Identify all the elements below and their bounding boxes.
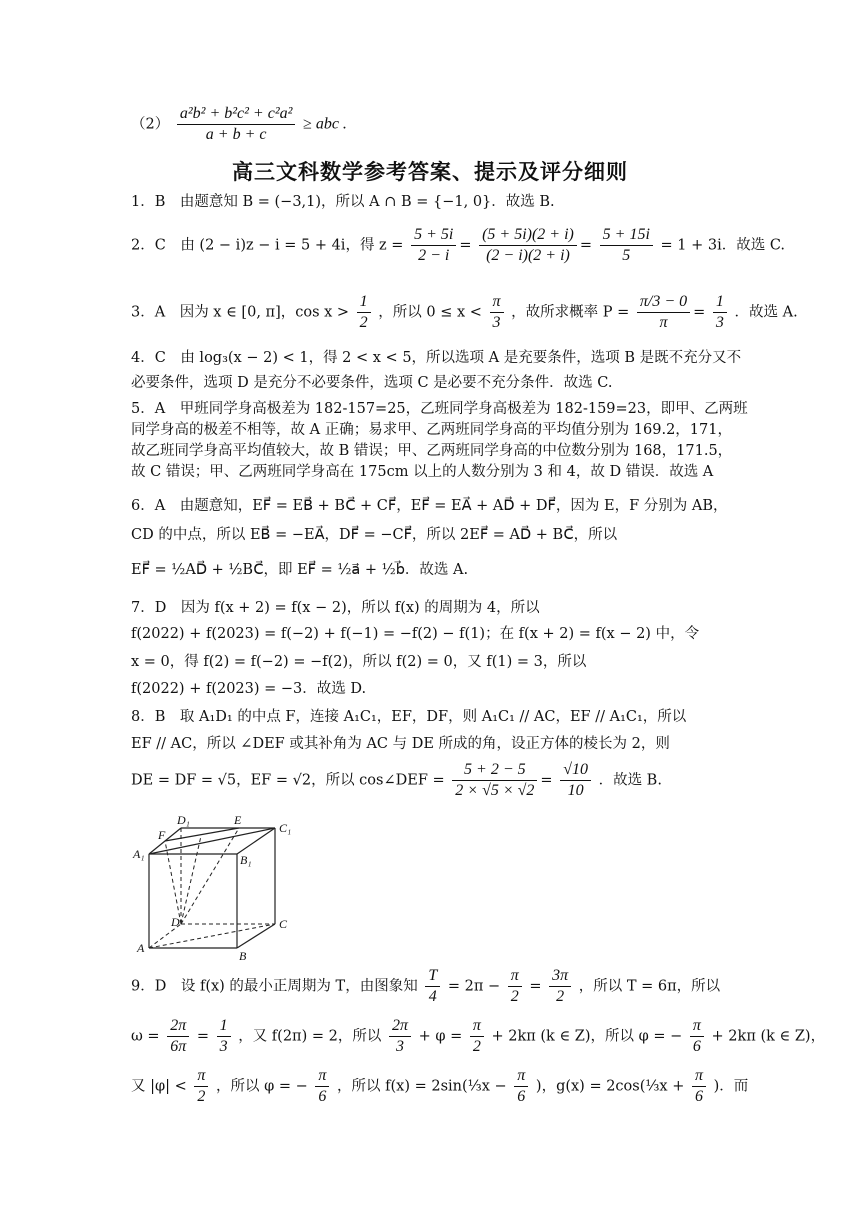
numerator: (5 + 5i)(2 + i) [479, 225, 577, 246]
numerator: 2π [167, 1016, 189, 1037]
denominator: (2 − i)(2 + i) [486, 247, 570, 264]
numerator: 1 [357, 292, 371, 313]
answer-9-line-2 [131, 1016, 826, 1057]
fraction [452, 760, 537, 801]
numerator: 2π [389, 1016, 411, 1037]
numerator: π [490, 292, 504, 313]
label-B: B [239, 949, 247, 962]
label-C1: C₁ [279, 821, 292, 835]
answer-2-suffix: = 1 + 3i．故选 C. [660, 237, 786, 254]
answer-6-line-2: CD 的中点，所以 EB⃗ = −EA⃗，DF⃗ = −CF⃗，所以 2EF⃗ = AD⃗ + BC⃗，所以 [131, 527, 618, 543]
denominator: 3 [715, 314, 724, 331]
answer-2: 2．C 由 (2 − i)z − i = 5 + 4i，得 z = $\frac{5 + 5i}{2 - i}$ = $\frac{(5 + 5i)(2 + i)}{(2 - i)(2 + i)}$ = $\frac{5 + 15i}{5}$ = 1 + 3i．故选 C. [131, 226, 786, 264]
numerator: π [470, 1016, 484, 1037]
label-A: A [137, 941, 145, 955]
answer-9-mid2: = [529, 978, 542, 995]
answer-9c-mid3: )，g(x) = 2cos(⅓x + [535, 1078, 685, 1095]
answer-9-prefix: 9．D 设 f(x) 的最小正周期为 T，由图象知 [131, 978, 418, 995]
answer-8-suffix: ．故选 B. [598, 772, 662, 789]
denominator: π [659, 314, 668, 331]
denominator: 3 [395, 1038, 404, 1055]
answer-9b-mid: = [196, 1028, 209, 1045]
answer-5-line-2: 同学身高的极差不相等，故 A 正确；易求甲、乙两班同学身高的平均值分别为 169.2，171， [131, 422, 732, 438]
label-D: D [171, 915, 180, 929]
answer-6-line-3: EF⃗ = ½AD⃗ + ½BC⃗，即 EF⃗ = ½a⃗ + ½b⃗．故选 A. [131, 562, 469, 578]
denominator: 2 [510, 988, 519, 1005]
answer-7-line-2: f(2022) + f(2023) = f(−2) + f(−1) = −f(2) − f(1)；在 f(x + 2) = f(x − 2) 中，令 [131, 626, 700, 642]
fraction [315, 1066, 329, 1107]
answer-1: 1．B 由题意知 B = (−3,1)，所以 A ∩ B = {−1, 0}．故选 B. [131, 194, 555, 210]
answer-3-mid: ，所以 0 ≤ x < [378, 304, 482, 321]
cube-figure [131, 812, 301, 962]
fraction [549, 966, 571, 1007]
denominator: 6π [170, 1038, 187, 1055]
numerator: 5 + 5i [411, 225, 456, 246]
numerator: π [508, 966, 522, 987]
answer-6-line-1: 6．A 由题意知，EF⃗ = EB⃗ + BC⃗ + CF⃗，EF⃗ = EA⃗ + AD⃗ + DF⃗，因为 E，F 分别为 AB， [131, 498, 728, 514]
answer-8-prefix: DE = DF = √5，EF = √2，所以 cos∠DEF = [131, 772, 445, 789]
answer-9-suffix: ，所以 T = 6π，所以 [578, 978, 721, 995]
answer-5-line-3: 故乙班同学身高平均值较大，故 B 错误；甲、乙两班同学身高的中位数分别为 168，171.5， [131, 443, 733, 459]
answer-5-line-4: 故 C 错误；甲、乙两班同学身高在 175cm 以上的人数分别为 3 和 4，故 D 错误．故选 A [131, 464, 714, 480]
part2-fraction [177, 104, 296, 145]
label-A1: A₁ [133, 847, 145, 861]
fraction [508, 966, 522, 1007]
answer-9c-mid2: ，所以 f(x) = 2sin(⅓x − [337, 1078, 507, 1095]
denominator: 2 − i [418, 247, 450, 264]
fraction [514, 1066, 528, 1107]
denominator: 6 [318, 1088, 327, 1105]
answer-9-line-1 [131, 966, 741, 1007]
answer-9b-prefix: ω = [131, 1028, 160, 1045]
page-title: 高三文科数学参考答案、提示及评分细则 [232, 160, 628, 184]
numerator: π [690, 1016, 704, 1037]
numerator: √10 [560, 760, 591, 781]
fraction [389, 1016, 411, 1057]
denominator: 6 [692, 1038, 701, 1055]
answer-9c-mid: ，所以 φ = − [216, 1078, 308, 1095]
answer-3-mid2: ，故所求概率 P = [511, 304, 630, 321]
label-F: F [158, 828, 166, 842]
fraction [600, 225, 653, 266]
answer-7-line-1: 7．D 因为 f(x + 2) = f(x − 2)，所以 f(x) 的周期为 4，所以 [131, 600, 540, 616]
fraction [479, 225, 577, 266]
answer-3-prefix: 3．A 因为 x ∈ [0, π]，cos x > [131, 304, 350, 321]
answer-9-mid: = 2π − [447, 978, 501, 995]
part2-inequality [131, 104, 741, 145]
denominator: 2 [197, 1088, 206, 1105]
fraction [217, 1016, 231, 1057]
answer-9c-suffix: )．而 [713, 1078, 749, 1095]
answer-8-line-1: 8．B 取 A₁D₁ 的中点 F，连接 A₁C₁，EF，DF，则 A₁C₁ // AC，EF // A₁C₁，所以 [131, 709, 687, 725]
label-C: C [279, 917, 288, 931]
denominator: 3 [492, 314, 501, 331]
numerator: π [315, 1066, 329, 1087]
answer-9b-mid2: ，又 f(2π) = 2，所以 [238, 1028, 382, 1045]
answer-9c-prefix: 又 |φ| < [131, 1078, 187, 1095]
answer-7-line-4: f(2022) + f(2023) = −3．故选 D. [131, 681, 367, 697]
answer-9b-suffix: + 2kπ (k ∈ Z)， [711, 1028, 826, 1045]
numerator: 5 + 2 − 5 [452, 760, 537, 781]
fraction [713, 292, 727, 333]
label-D1: D₁ [177, 813, 190, 827]
answer-2-prefix: 2．C 由 (2 − i)z − i = 5 + 4i，得 z = [131, 237, 404, 254]
fraction [425, 966, 440, 1007]
answer-3: 3．A 因为 x ∈ [0, π]，cos x > $\frac{1}{2}$ ，所以 0 ≤ x < $\frac{\pi}{3}$ ，故所求概率 P = $\frac{\pi/3 - 0}{\pi}$ = $\frac{1}{3}$ ．故选 A. [131, 293, 798, 331]
fraction [690, 1016, 704, 1057]
fraction [470, 1016, 484, 1057]
numerator: T [425, 966, 440, 987]
answer-3-suffix: ．故选 A. [734, 304, 798, 321]
part2-denominator: a + b + c [205, 126, 267, 143]
fraction [194, 1066, 208, 1107]
numerator: 1 [217, 1016, 231, 1037]
numerator: π [692, 1066, 706, 1087]
denominator: 3 [219, 1038, 228, 1055]
fraction [692, 1066, 706, 1107]
denominator: 6 [517, 1088, 526, 1105]
denominator: 2 [359, 314, 368, 331]
answer-5-line-1: 5．A 甲班同学身高极差为 182-157=25，乙班同学身高极差为 182-159=23，即甲、乙两班 [131, 401, 748, 417]
part2-rhs: ≥ abc . [303, 115, 347, 133]
numerator: 5 + 15i [600, 225, 653, 246]
answer-4-line-1: 4．C 由 log₃(x − 2) < 1，得 2 < x < 5，所以选项 A 是充要条件，选项 B 是既不充分又不 [131, 350, 742, 366]
answer-9b-mid3: + φ = [418, 1028, 463, 1045]
fraction [560, 760, 591, 801]
fraction [411, 225, 456, 266]
denominator: 2 × √5 × √2 [455, 782, 535, 799]
numerator: 1 [713, 292, 727, 313]
answer-8-line-2: EF // AC，所以 ∠DEF 或其补角为 AC 与 DE 所成的角，设正方体的棱长为 2，则 [131, 736, 670, 752]
numerator: π [514, 1066, 528, 1087]
part2-numerator: a²b² + b²c² + c²a² [177, 104, 296, 125]
numerator: π [194, 1066, 208, 1087]
numerator: π/3 − 0 [637, 292, 690, 313]
answer-9b-mid4: + 2kπ (k ∈ Z)，所以 φ = − [491, 1028, 683, 1045]
fraction [357, 292, 371, 333]
part2-label: （2） [131, 116, 170, 133]
fraction [167, 1016, 189, 1057]
answer-4-line-2: 必要条件，选项 D 是充分不必要条件，选项 C 是必要不充分条件．故选 C. [131, 375, 613, 391]
denominator: 2 [472, 1038, 481, 1055]
answer-9-line-3 [131, 1066, 749, 1107]
fraction [490, 292, 504, 333]
label-B1: B₁ [240, 853, 252, 867]
answer-7-line-3: x = 0，得 f(2) = f(−2) = −f(2)，所以 f(2) = 0，又 f(1) = 3，所以 [131, 654, 587, 670]
numerator: 3π [549, 966, 571, 987]
answer-8-line-3: DE = DF = √5，EF = √2，所以 cos∠DEF = $\frac{5 + 2 - 5}{2 \times √5 \times √2}$ = $\frac{√10}{10}$ ．故选 B. [131, 761, 662, 799]
denominator: 2 [556, 988, 565, 1005]
label-E: E [234, 813, 242, 827]
denominator: 6 [694, 1088, 703, 1105]
fraction [637, 292, 690, 333]
denominator: 4 [428, 988, 437, 1005]
denominator: 5 [622, 247, 631, 264]
denominator: 10 [567, 782, 584, 799]
